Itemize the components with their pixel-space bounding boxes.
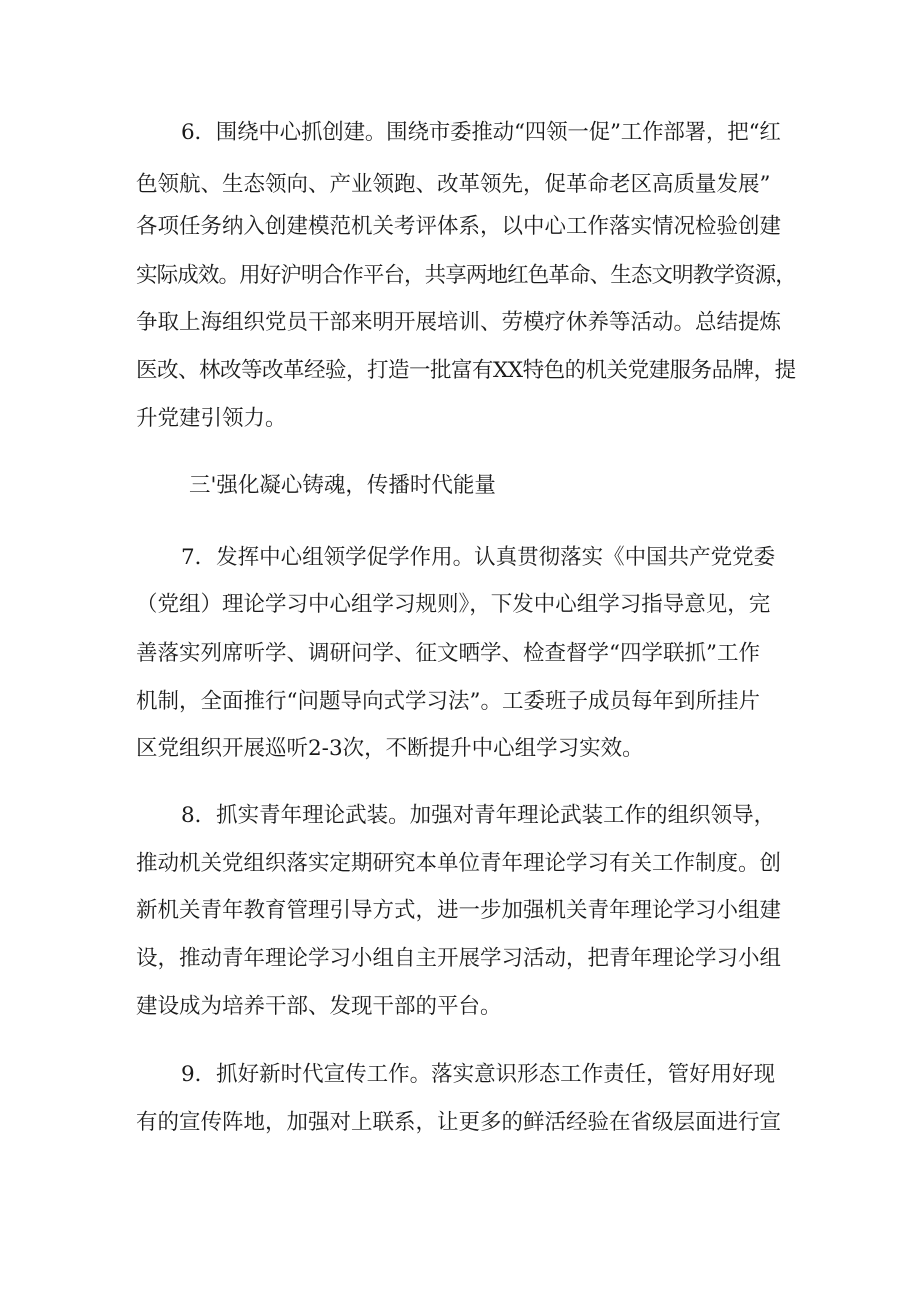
paragraph-7-line-1: 7．发挥中心组领学促学作用。认真贯彻落实《中国共产党党委 [181,545,776,570]
paragraph-7-line-2: （党组）理论学习中心组学习规则》，下发中心组学习指导意见，完 [136,592,771,617]
paragraph-6-line-3: 各项任务纳入创建模范机关考评体系，以中心工作落实情况检验创建 [136,214,782,239]
paragraph-8-line-5: 建设成为培养干部、发现干部的平台。 [136,994,502,1019]
paragraph-7-line-4: 机制，全面推行“问题导向式学习法”。工委班子成员每年到所挂片 [136,689,760,714]
paragraph-6-line-1: 6．围绕中心抓创建。围绕市委推动“四领一促”工作部署，把“红 [181,120,781,145]
paragraph-9-line-1: 9．抓好新时代宣传工作。落实意识形态工作责任，管好用好现 [181,1062,776,1087]
paragraph-6-line-2: 色领航、生态领向、产业领跑、改革领先，促革命老区高质量发展” [136,172,771,197]
paragraph-7-line-5: 区党组织开展巡听2-3次，不断提升中心组学习实效。 [136,736,644,761]
paragraph-6-line-7: 升党建引领力。 [136,406,287,431]
paragraph-6-line-6: 医改、林改等改革经验，打造一批富有XX特色的机关党建服务品牌，提 [136,358,796,383]
paragraph-7-line-3: 善落实列席听学、调研问学、征文晒学、检查督学“四学联抓”工作 [136,641,760,666]
paragraph-8-line-4: 设，推动青年理论学习小组自主开展学习活动，把青年理论学习小组 [136,946,782,971]
paragraph-8-line-2: 推动机关党组织落实定期研究本单位青年理论学习有关工作制度。创 [136,851,782,876]
section-heading-3: 三'强化凝心铸魂，传播时代能量 [189,473,496,498]
paragraph-8-line-3: 新机关青年教育管理引导方式，进一步加强机关青年理论学习小组建 [136,898,782,923]
paragraph-8-line-1: 8．抓实青年理论武装。加强对青年理论武装工作的组织领导， [181,803,776,828]
paragraph-9-line-2: 有的宣传阵地，加强对上联系，让更多的鲜活经验在省级层面进行宣 [136,1110,782,1135]
paragraph-6-line-5: 争取上海组织党员干部来明开展培训、劳模疗休养等活动。总结提炼 [136,310,782,335]
paragraph-6-line-4: 实际成效。用好沪明合作平台，共享两地红色革命、生态文明教学资源， [136,263,796,288]
